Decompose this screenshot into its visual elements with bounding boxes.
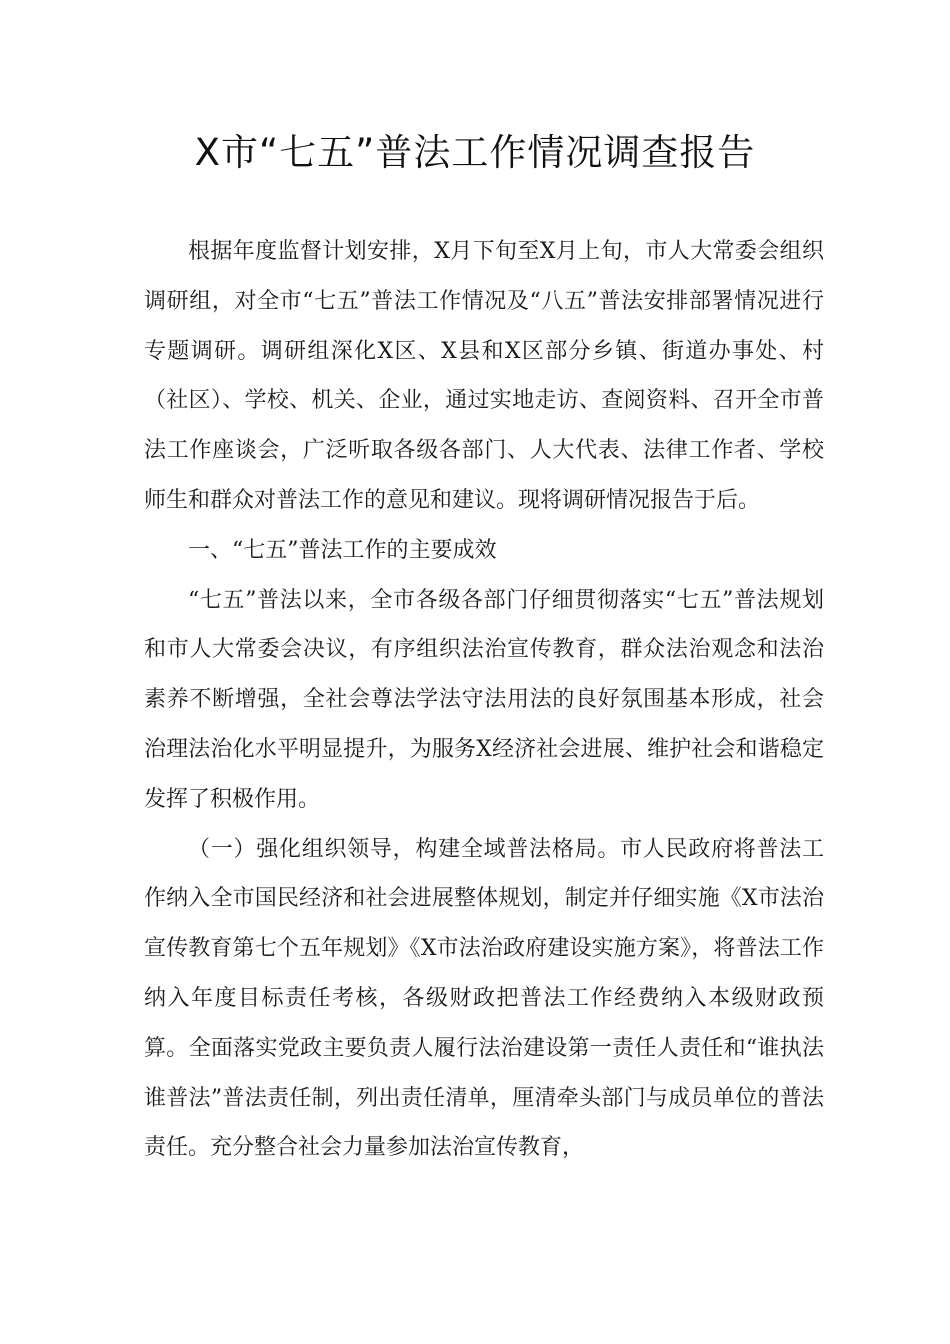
document-body [144, 227, 824, 1173]
paragraph-summary: “七五”普法以来，全市各级各部门仔细贯彻落实“七五”普法规划和市人大常委会决议，有序组织法治宣传教育，群众法治观念和法治素养不断增强，全社会尊法学法守法用法的良好氛围基本形成，社会治理法治化水平明显提升，为服务X经济社会进展、维护社会和谐稳定发挥了积极作用。 [144, 587, 824, 812]
paragraph-intro: 根据年度监督计划安排，X月下旬至X月上旬，市人大常委会组织调研组，对全市“七五”普法工作情况及“八五”普法安排部署情况进行专题调研。调研组深化X区、X县和X区部分乡镇、街道办事处、村（社区）、学校、机关、企业，通过实地走访、查阅资料、召开全市普法工作座谈会，广泛听取各级各部门、人大代表、法律工作者、学校师生和群众对普法工作的意见和建议。现将调研情况报告于后。 [144, 239, 824, 513]
section-heading: 一、“七五”普法工作的主要成效 [188, 537, 497, 563]
paragraph-subsection-1: （一）强化组织领导，构建全域普法格局。市人民政府将普法工作纳入全市国民经济和社会进展整体规划，制定并仔细实施《X市法治宣传教育第七个五年规划》《X市法治政府建设实施方案》，将普法工作纳入年度目标责任考核，各级财政把普法工作经费纳入本级财政预算。全面落实党政主要负责人履行法治建设第一责任人责任和“谁执法谁普法”普法责任制，列出责任清单，厘清牵头部门与成员单位的普法责任。充分整合社会力量参加法治宣传教育， [144, 836, 824, 1161]
document-title: X市“七五”普法工作情况调查报告 [194, 131, 756, 174]
